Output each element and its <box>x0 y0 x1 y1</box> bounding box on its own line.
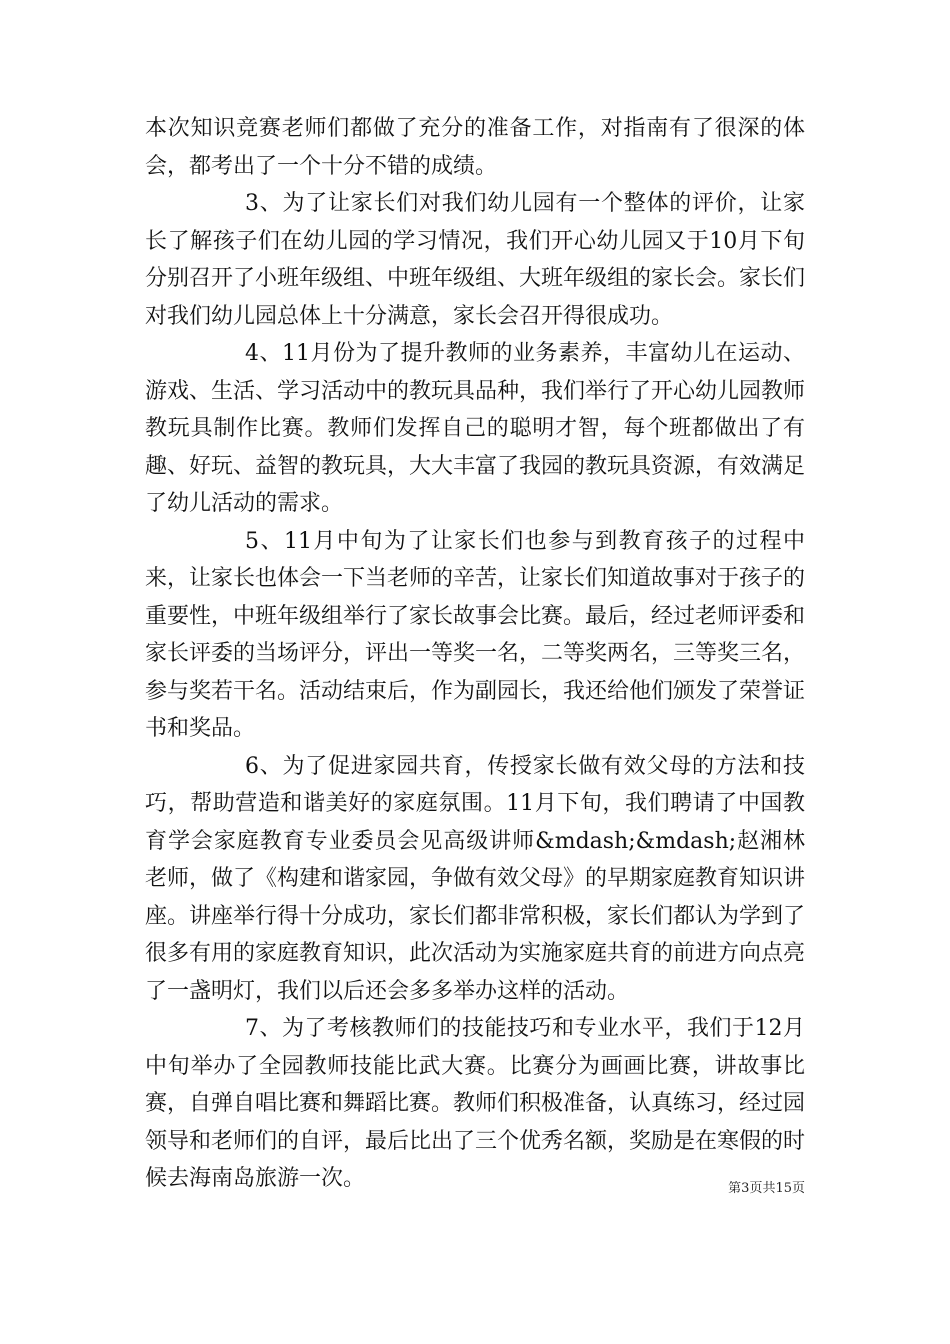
page-number-footer: 第3页共15页 <box>728 1181 805 1196</box>
paragraph-item-3: 3、为了让家长们对我们幼儿园有一个整体的评价，让家长了解孩子们在幼儿园的学习情况，我们开心幼儿园又于10月下旬分别召开了小班年级组、中班年级组、大班年级组的家长会。家长们对我们幼儿园总体上十分满意，家长会召开得很成功。 <box>145 191 806 329</box>
document-body <box>145 110 805 1198</box>
paragraph-continuation: 本次知识竞赛老师们都做了充分的准备工作，对指南有了很深的体会，都考出了一个十分不错的成绩。 <box>145 116 805 179</box>
paragraph-item-7: 7、为了考核教师们的技能技巧和专业水平，我们于12月中旬举办了全园教师技能比武大赛。比赛分为画画比赛，讲故事比赛，自弹自唱比赛和舞蹈比赛。教师们积极准备，认真练习，经过园领导和老师们的自评，最后比出了三个优秀名额，奖励是在寒假的时候去海南岛旅游一次。 <box>145 1016 806 1191</box>
paragraph-item-6: 6、为了促进家园共育，传授家长做有效父母的方法和技巧，帮助营造和谐美好的家庭氛围。11月下旬，我们聘请了中国教育学会家庭教育专业委员会见高级讲师&mdash;&mdash;赵湘林老师，做了《构建和谐家园，争做有效父母》的早期家庭教育知识讲座。讲座举行得十分成功，家长们都非常积极，家长们都认为学到了很多有用的家庭教育知识，此次活动为实施家庭共育的前进方向点亮了一盏明灯，我们以后还会多多举办这样的活动。 <box>145 753 806 1004</box>
paragraph-item-5: 5、11月中旬为了让家长们也参与到教育孩子的过程中来，让家长也体会一下当老师的辛苦，让家长们知道故事对于孩子的重要性，中班年级组举行了家长故事会比赛。最后，经过老师评委和家长评委的当场评分，评出一等奖一名，二等奖两名，三等奖三名，参与奖若干名。活动结束后，作为副园长，我还给他们颁发了荣誉证书和奖品。 <box>145 528 806 741</box>
paragraph-item-4: 4、11月份为了提升教师的业务素养，丰富幼儿在运动、游戏、生活、学习活动中的教玩具品种，我们举行了开心幼儿园教师教玩具制作比赛。教师们发挥自己的聪明才智，每个班都做出了有趣、好玩、益智的教玩具，大大丰富了我园的教玩具资源，有效满足了幼儿活动的需求。 <box>145 341 806 516</box>
